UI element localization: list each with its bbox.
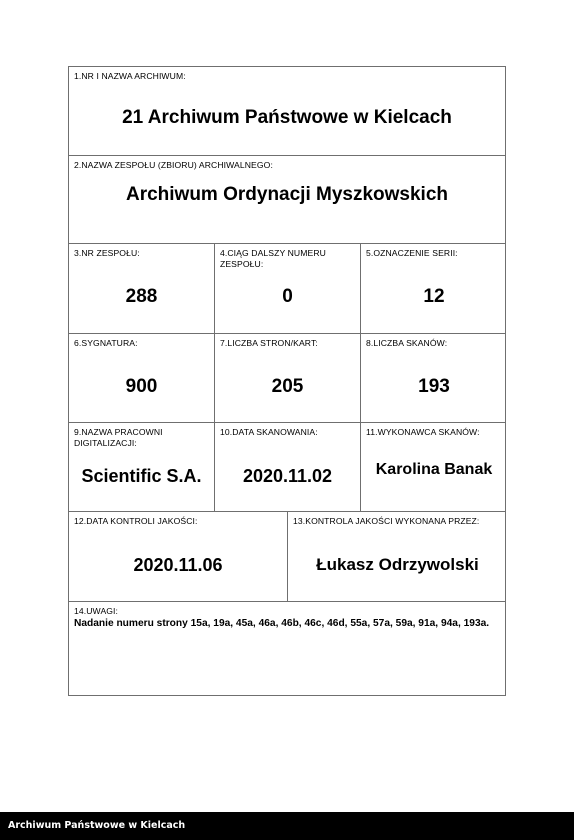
- remarks-value: Nadanie numeru strony 15a, 19a, 45a, 46a, 46b, 46c, 46d, 55a, 57a, 59a, 91a, 94a, 193a.: [74, 618, 490, 629]
- scan-date-cell: [215, 423, 361, 511]
- archive-row: [69, 67, 505, 156]
- archive-value: 21 Archiwum Państwowe w Kielcach: [122, 107, 452, 128]
- fonds-name-label: 2.NAZWA ZESPOŁU (ZBIORU) ARCHIWALNEGO:: [74, 160, 273, 170]
- quality-control-row: [69, 512, 505, 602]
- scans-value: 193: [418, 376, 450, 397]
- digitization-lab-cell: [69, 423, 215, 511]
- qc-date-value: 2020.11.06: [133, 555, 223, 575]
- signature-label: 6.SYGNATURA:: [74, 338, 138, 348]
- archive-label: 1.NR I NAZWA ARCHIWUM:: [74, 71, 186, 81]
- scanning-row: [69, 423, 505, 512]
- fonds-continuation-cell: [215, 244, 361, 333]
- pages-cell: [215, 334, 361, 422]
- scan-operator-cell: [361, 423, 507, 511]
- fonds-number-value: 288: [125, 286, 158, 307]
- qc-operator-value: Łukasz Odrzywolski: [316, 555, 479, 574]
- remarks-label: 14.UWAGI:: [74, 606, 119, 616]
- footer-text: Archiwum Państwowe w Kielcach: [8, 820, 186, 831]
- series-label: 5.OZNACZENIE SERII:: [366, 248, 458, 258]
- footer-bar: [0, 812, 574, 840]
- fonds-number-cell: [69, 244, 215, 333]
- fonds-continuation-value: 0: [282, 286, 293, 307]
- counts-row: [69, 334, 505, 423]
- series-cell: [361, 244, 507, 333]
- fonds-continuation-label: 4.CIĄG DALSZY NUMERU ZESPOŁU:: [220, 248, 326, 269]
- digitization-lab-label: 9.NAZWA PRACOWNI DIGITALIZACJI:: [74, 427, 163, 448]
- scan-operator-value: Karolina Banak: [375, 461, 493, 478]
- scans-label: 8.LICZBA SKANÓW:: [366, 338, 448, 348]
- fonds-name-value: Archiwum Ordynacji Myszkowskich: [125, 184, 449, 205]
- pages-label: 7.LICZBA STRON/KART:: [220, 338, 318, 348]
- pages-value: 205: [271, 376, 304, 397]
- series-value: 12: [423, 286, 445, 307]
- qc-operator-cell: [288, 512, 507, 601]
- remarks-row: [69, 602, 505, 696]
- scans-cell: [361, 334, 507, 422]
- qc-date-label: 12.DATA KONTROLI JAKOŚCI:: [74, 516, 198, 526]
- digitization-lab-value: Scientific S.A.: [81, 466, 202, 486]
- signature-cell: [69, 334, 215, 422]
- remarks-cell: [69, 602, 505, 696]
- fonds-number-label: 3.NR ZESPOŁU:: [74, 248, 140, 258]
- qc-operator-label: 13.KONTROLA JAKOŚCI WYKONANA PRZEZ:: [293, 516, 480, 526]
- qc-date-cell: [69, 512, 288, 601]
- metadata-card: [68, 66, 506, 696]
- scan-date-value: 2020.11.02: [242, 466, 333, 486]
- fonds-name-row: [69, 156, 505, 244]
- archive-cell: [69, 67, 505, 155]
- fonds-name-cell: [69, 156, 505, 243]
- numbers-row: [69, 244, 505, 334]
- scan-date-label: 10.DATA SKANOWANIA:: [220, 427, 318, 437]
- scan-operator-label: 11.WYKONAWCA SKANÓW:: [366, 427, 480, 437]
- signature-value: 900: [125, 376, 158, 397]
